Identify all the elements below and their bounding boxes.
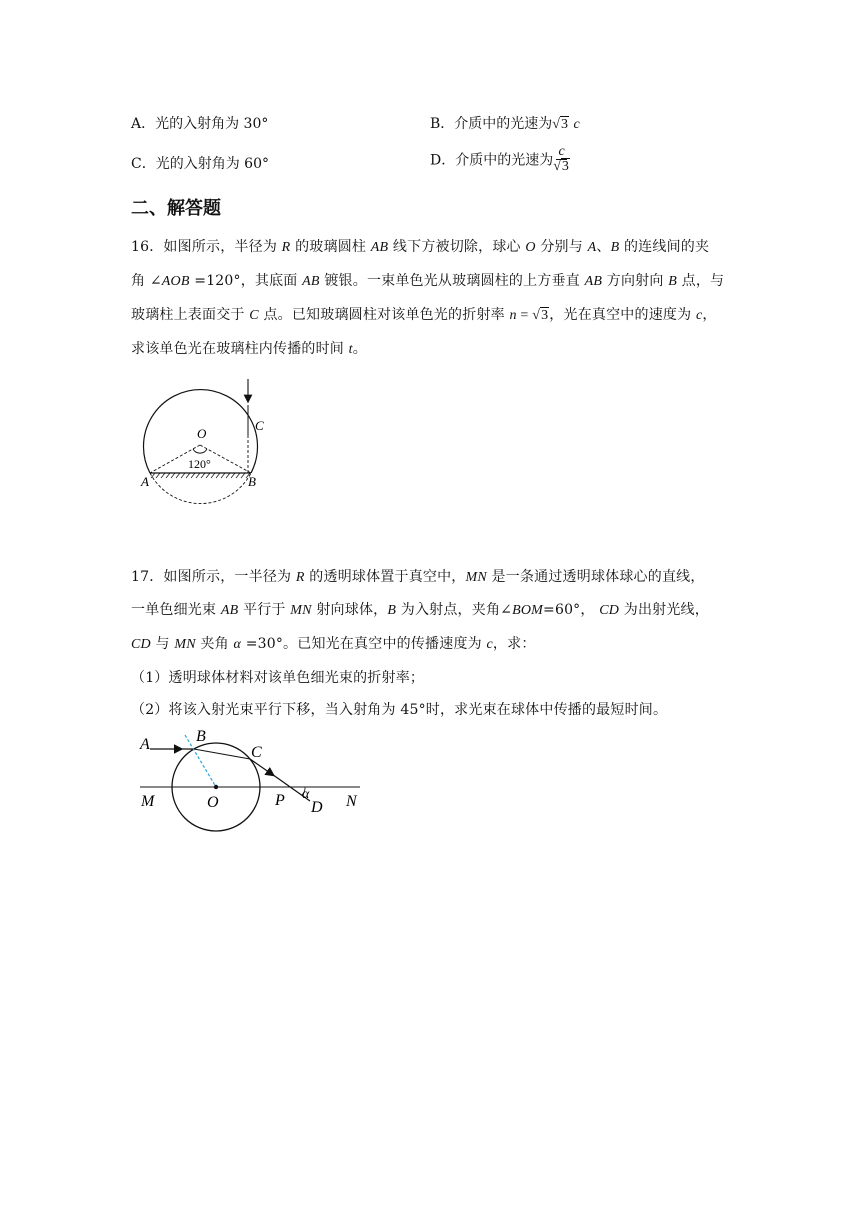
option-b-suffix: c (573, 117, 580, 132)
option-d: D．介质中的光速为 $\frac{c}{√3}$ (430, 144, 569, 174)
label-d: D (311, 799, 323, 816)
label-b: B (248, 474, 256, 489)
label-c17: C (251, 744, 262, 761)
label-angle: 120° (188, 457, 211, 471)
option-c-text: C．光的入射角为 60° (131, 156, 269, 172)
label-a: A (141, 474, 149, 489)
q16-line1: 16．如图所示，半径为 R 的玻璃圆柱 AB 线下方被切除，球心 O 分别与 A、B 的连线间的夹 (131, 239, 710, 255)
q16-line3: 玻璃柱上表面交于 C 点。已知玻璃圆柱对该单色光的折射率 n = √3，光在真空中的速度为 c， (131, 307, 717, 323)
label-o17: O (207, 794, 219, 811)
option-d-prefix: D．介质中的光速为 (430, 152, 554, 169)
angle-arc (193, 449, 207, 453)
q17-line2: 一单色细光束 AB 平行于 MN 射向球体，B 为入射点，夹角∠BOM=60°， CD 为出射光线， (131, 602, 709, 618)
q16-line2: 角 ∠AOB =120°，其底面 AB 镀银。一束单色光从玻璃圆柱的上方垂直 AB 方向射向 B 点，与 (131, 273, 725, 289)
label-b17: B (196, 728, 206, 745)
label-p: P (275, 792, 285, 809)
option-b-prefix: B．介质中的光速为 (430, 116, 553, 132)
q17-sub1: （1）透明球体材料对该单色细光束的折射率； (131, 670, 425, 686)
label-a17: A (140, 736, 150, 753)
q16-figure (135, 375, 275, 535)
q17-figure (135, 725, 375, 840)
option-c (131, 153, 269, 173)
q17-line3: CD 与 MN 夹角 α =30°。已知光在真空中的传播速度为 c，求： (131, 636, 536, 652)
q17-sub2: （2）将该入射光束平行下移，当入射角为 45°时，求光束在球体中传播的最短时间。 (131, 702, 668, 718)
option-b-radicand: 3 (560, 117, 568, 132)
option-b: B．介质中的光速为√3 c (430, 116, 580, 132)
option-d-numerator: c (558, 144, 565, 159)
option-a (131, 113, 268, 133)
label-o: O (197, 426, 207, 441)
q16-line4: 求该单色光在玻璃柱内传播的时间 t。 (131, 341, 367, 357)
option-d-radicand: 3 (561, 159, 569, 174)
label-c: C (255, 418, 264, 433)
cutaway-arc (150, 473, 251, 504)
label-m: M (141, 793, 155, 810)
option-a-text: A．光的入射角为 30° (131, 116, 269, 132)
label-n: N (346, 793, 357, 810)
q17-line1: 17．如图所示，一半径为 R 的透明球体置于真空中，MN 是一条通过透明球体球心的直线， (131, 569, 705, 585)
label-alpha: α (302, 787, 310, 802)
section-heading: 二、解答题 (131, 198, 221, 219)
center-dot (214, 785, 218, 789)
